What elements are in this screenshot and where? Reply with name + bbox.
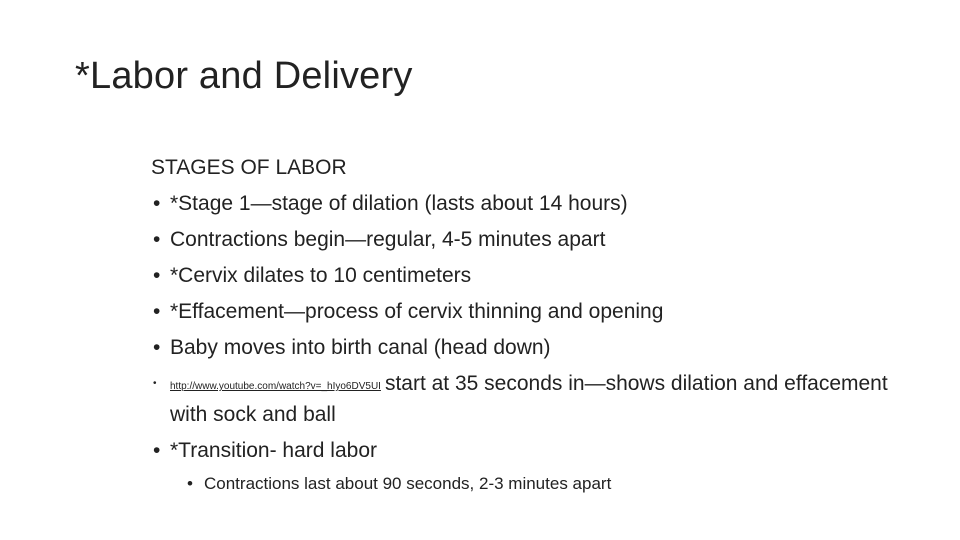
- bullet-item: [151, 330, 911, 366]
- bullet-dot-icon: •: [153, 264, 161, 287]
- bullet-dot-icon: •: [153, 192, 161, 215]
- bullet-dot-icon: •: [153, 378, 157, 389]
- bullet-text: *Cervix dilates to 10 centimeters: [170, 264, 472, 287]
- slide-content: [151, 150, 911, 499]
- bullet-text: *Effacement—process of cervix thinning and opening: [170, 300, 664, 323]
- bullet-text: Baby moves into birth canal (head down): [170, 336, 551, 359]
- bullet-item: [151, 258, 911, 294]
- bullet-item: [151, 222, 911, 258]
- bullet-dot-icon: •: [153, 228, 161, 251]
- section-heading: STAGES OF LABOR: [151, 156, 347, 179]
- youtube-video-link[interactable]: http://www.youtube.com/watch?v=_hIyo6DV5UI: [170, 381, 381, 392]
- bullet-item: [151, 186, 911, 222]
- bullet-text: Contractions begin—regular, 4-5 minutes apart: [170, 228, 606, 251]
- bullet-item: [151, 433, 911, 469]
- bullet-text: *Transition- hard labor: [170, 439, 377, 462]
- bullet-dot-icon: •: [153, 300, 161, 323]
- bullet-dot-icon: •: [187, 474, 193, 493]
- video-link-bullet: [151, 370, 911, 429]
- slide-title: *Labor and Delivery: [75, 55, 413, 97]
- bullet-item: [151, 294, 911, 330]
- sub-bullet-item: [187, 469, 911, 499]
- bullet-dot-icon: •: [153, 336, 161, 359]
- bullet-dot-icon: •: [153, 439, 161, 462]
- bullet-text: *Stage 1—stage of dilation (lasts about 14 hours): [170, 192, 628, 215]
- video-link-description: start at 35 seconds in—shows dilation and effacement with sock and ball: [170, 372, 888, 426]
- sub-bullet-text: Contractions last about 90 seconds, 2-3 minutes apart: [204, 474, 612, 493]
